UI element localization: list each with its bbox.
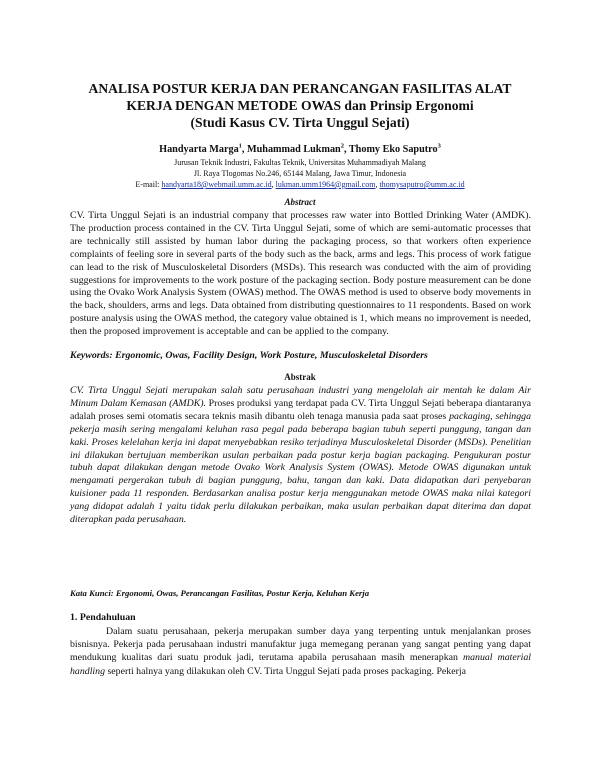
- body-text-1: Dalam suatu perusahaan, pekerja merupakan sumber daya yang terpenting untuk menjalankan proses bisnisnya. Pekerja pada perusahaan industri manufaktur juga memegang peranan yang sangat penting yang dapat mendukung kualitas dari suatu produk jadi, terutama apabila perusahaan masih menerapkan: [70, 626, 531, 664]
- abstract-english: CV. Tirta Unggul Sejati is an industrial company that processes raw water into Bottled Drinking Water (AMDK). The production process contained in the CV. Tirta Unggul Sejati, some of which are semi-automatic processes that are technically still assisted by human labor during the packaging process, so that workers often experience complaints of feeling sore in several parts of the body such as the back, arms and legs. This process of work fatigue can lead to the risk of Musculoskeletal Disorders (MSDs). This research was conducted with the aim of providing suggestions for improvements to the work posture of the packaging section. Body posture measurement can be done using the Ovako Work Analysis System (OWAS) method. The OWAS method is used to observe body movements in the back, shoulders, arms and legs. Data obtained from distributing questionnaires to 11 respondents. Based on work posture analysis using the OWAS method, the category value obtained is 1, which means no improvement is needed, then the proposed improvement is acceptable and can be applied to the company.: [70, 210, 531, 338]
- email-separator: ,: [271, 180, 276, 189]
- email-link-3[interactable]: thomysaputro@umm.ac.id: [379, 180, 465, 189]
- author-name-2: Muhammad Lukman: [247, 144, 341, 155]
- email-link-1[interactable]: handyarta18@webmail.umm.ac.id: [161, 180, 272, 189]
- abstrak-italic-1: CV. Tirta Unggul Sejati merupakan salah satu perusahaan industri yang mengelolah air mentah ke dalam Air Minum Dalam Kemasan (AMDK).: [70, 385, 531, 409]
- title-line-1: ANALISA POSTUR KERJA DAN PERANCANGAN FASILITAS ALAT: [88, 81, 512, 96]
- author-name-1: Handyarta Marga: [159, 144, 239, 155]
- email-line: [40, 180, 560, 191]
- author-sup-3: 3: [437, 142, 441, 150]
- abstract-heading: Abstract: [284, 197, 316, 207]
- email-separator: ,: [375, 180, 380, 189]
- body-text-italic: manual material handling: [70, 652, 531, 677]
- title-line-2: KERJA DENGAN METODE OWAS dan Prinsip Ergonomi: [126, 98, 474, 113]
- section-heading-pendahuluan: 1. Pendahuluan: [70, 612, 136, 623]
- paper-title: [40, 80, 560, 131]
- author-list: [40, 143, 560, 156]
- email-link-2[interactable]: lukman.umm1964@gmail.com: [275, 180, 376, 189]
- body-text-2: seperti halnya yang dilakukan oleh CV. Tirta Unggul Sejati pada proses packaging. Pekerja: [105, 665, 466, 677]
- affiliation-department: Jurusan Teknik Industri, Fakultas Teknik, Universitas Muhammadiyah Malang: [174, 158, 426, 167]
- keywords: Keywords: Ergonomic, Owas, Facility Design, Work Posture, Musculoskeletal Disorders: [70, 350, 428, 361]
- author-name-3: Thomy Eko Saputro: [348, 144, 438, 155]
- affiliation-address: Jl. Raya Tlogomas No.246, 65144 Malang, Jawa Timur, Indonesia: [193, 169, 407, 178]
- title-line-3: (Studi Kasus CV. Tirta Unggul Sejati): [190, 115, 410, 130]
- section-body-pendahuluan: [70, 625, 531, 678]
- abstrak-indonesian: [70, 385, 531, 527]
- author-separator: ,: [241, 144, 248, 155]
- author-sup-2: 2: [340, 142, 344, 150]
- author-separator: ,: [343, 144, 349, 155]
- abstrak-normal: Proses produksi yang terdapat pada CV. Tirta Unggul Sejati beberapa diantaranya adalah proses semi otomatis secara teknis masih dibantu oleh tenaga manusia pada saat proses: [70, 397, 531, 422]
- abstrak-heading: Abstrak: [284, 372, 316, 382]
- abstrak-italic-2: packaging, sehingga pekerja masih sering mengalami keluhan rasa pegal pada beberapa bagian tubuh seperti punggung, tangan dan kaki. Proses kelelahan kerja ini dapat menyebabkan resiko terjadinya Musculoskeletal Disorder (MSDs). Penelitian ini dilakukan bertujuan memberikan usulan perbaikan pada postur kerja bagian packaging. Pengukuran postur tubuh dapat dilakukan dengan metode Ovako Work Analysis System (OWAS). Metode OWAS digunakan untuk mengamati pergerakan tubuh di bagian punggung, bahu, tangan dan kaki. Data didapatkan dari penyebaran kuisioner pada 11 responden. Berdasarkan analisa postur kerja menggunakan metode OWAS maka nilai kategori yang didapat adalah 1 yaitu tidak perlu dilakukan perbaikan, maka usulan perbaikan dapat diterima dan dapat diterapkan pada perusahaan.: [70, 410, 531, 526]
- email-label: E-mail:: [135, 180, 162, 189]
- kata-kunci: Kata Kunci: Ergonomi, Owas, Perancangan Fasilitas, Postur Kerja, Keluhan Kerja: [70, 588, 370, 598]
- author-sup-1: 1: [238, 142, 242, 150]
